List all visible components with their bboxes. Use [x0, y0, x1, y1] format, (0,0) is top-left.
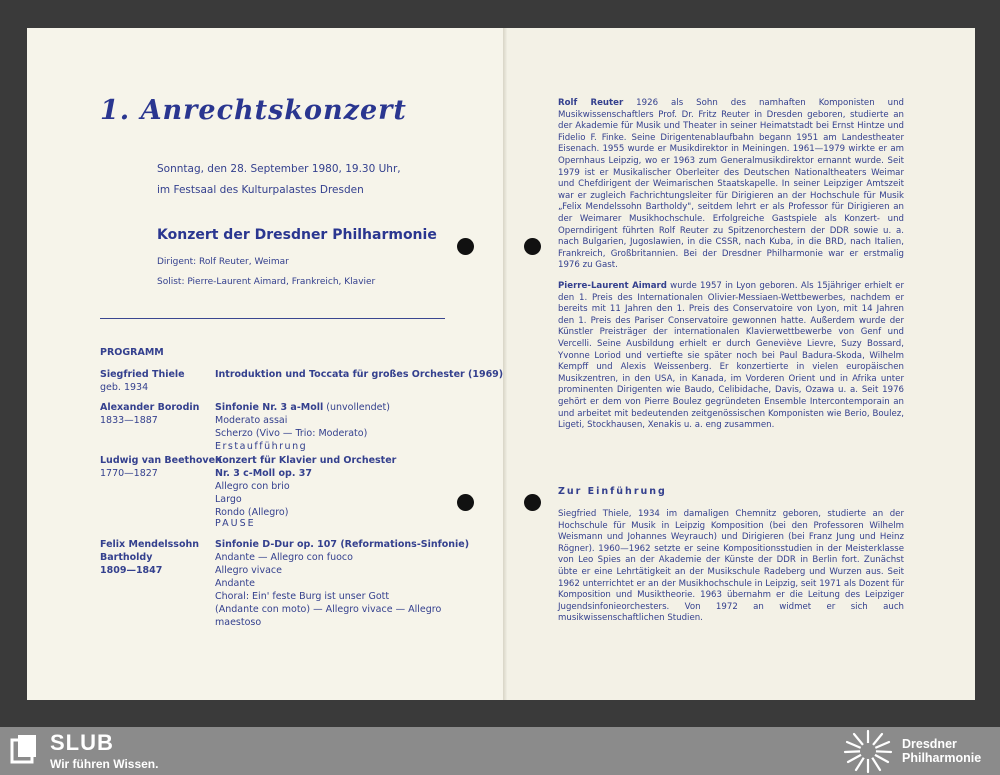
movement: Allegro vivace — [215, 565, 282, 576]
conductor-line: Dirigent: Rolf Reuter, Weimar — [157, 257, 289, 267]
movement: Andante — Allegro con fuoco — [215, 552, 353, 563]
movement: Moderato assai — [215, 415, 288, 426]
venue-line: im Festsaal des Kulturpalastes Dresden — [157, 184, 364, 196]
library-name: SLUB — [50, 730, 114, 755]
divider — [100, 318, 445, 319]
introduction-heading: Zur Einführung — [558, 486, 667, 497]
bio-text: 1926 als Sohn des namhaften Komponisten und Musikwissenschaftlers Prof. Dr. Fritz Reuter in Dresden geboren, studierte an der Akademie für Musik und Theater in seiner Heimatstadt bei Ernst Hintze und Fidelio F. Finke. Seine Dirigentenablaufbahn begann 1951 am Landestheater Eisenach. 1955 wurde er Musikdirektor in Meiningen. 1961—1979 wirkte er am Opernhaus Leipzig, wo er 1963 zum Generalmusikdirektor ernannt wurde. Seit 1979 ist er Musikalischer Oberleiter des Deutschen Nationaltheaters Weimar und Chefdirigent der Weimarischen Staatskapelle. In seiner Leipziger Amtszeit war er zugleich Fachrichtungsleiter für Dirigieren an der Hochschule für Musik „Felix Mendelssohn Bartholdy", seitdem lehrt er als Professor für Dirigieren an der Weimarer Musikhochschule. Erfolgreiche Gastspiele als Konzert- und Operndirigent führten Rolf Reuter zu Spitzenorchestern der DDR sowie u. a. nach Bulgarien, Jugoslawien, in die CSSR, nach Kuba, in die BRD, nach Italien, Frankreich, Großbritannien. Bei der Dresdner Philharmonie war er erstmalig 1976 zu Gast. — [558, 98, 905, 271]
movement: Andante — [215, 578, 255, 589]
date-line: Sonntag, den 28. September 1980, 19.30 Uhr, — [157, 163, 401, 175]
movement: Scherzo (Vivo — Trio: Moderato) — [215, 428, 368, 439]
introduction-text: Siegfried Thiele, 1934 im damaligen Chemnitz geboren, studierte an der Hochschule für Musik in Leipzig Komposition (bei den Professoren Wilhelm Weismann und Johannes Weyrauch) und Dirigieren (bei Franz Jung und Heinz Rögner). 1960—1962 setzte er seine Kompositionsstudien in der Meisterklasse von Leo Spies an der Akademie der Künste der DDR in Berlin fort. Zunächst übte er eine Lehrtätigkeit an der Musikschule Radeberg und Wurzen aus. Seit 1962 unterrichtet er an der Musikhochschule in Leipzig, seit 1971 als Dozent für Komposition und Musiktheorie. 1963 übernahm er die Leitung des Leipziger Jugendsinfonieorchesters. Von 1972 an widmet er sich auch musikwissenschaftlichen Studien. — [558, 509, 904, 624]
bio-rolf-reuter — [558, 98, 904, 272]
bio-name: Pierre-Laurent Aimard — [558, 281, 667, 291]
partner-name — [902, 737, 981, 765]
movement: maestoso — [215, 617, 262, 628]
movement: Largo — [215, 494, 242, 505]
slub-logo-icon — [10, 734, 38, 764]
work-title: Introduktion und Toccata für großes Orchester (1969) — [215, 369, 504, 380]
composer-name: Felix Mendelssohn — [100, 539, 200, 550]
punch-hole — [524, 494, 541, 511]
work-title: Sinfonie D-Dur op. 107 (Reformations-Sinfonie) — [215, 539, 470, 550]
work-note: (unvollendet) — [323, 402, 390, 413]
concert-series-title: 1. Anrechtskonzert — [100, 95, 407, 126]
library-tagline: Wir führen Wissen. — [50, 757, 159, 771]
partner-line: Dresdner — [902, 737, 957, 751]
concert-title: Konzert der Dresdner Philharmonie — [157, 227, 437, 243]
punch-hole — [457, 238, 474, 255]
movement: (Andante con moto) — Allegro vivace — Allegro — [215, 604, 442, 615]
composer-name: Ludwig van Beethoven — [100, 455, 222, 466]
movement: Choral: Ein' feste Burg ist unser Gott — [215, 591, 390, 602]
composer-name: Alexander Borodin — [100, 402, 200, 413]
work-title: Konzert für Klavier und Orchester — [215, 455, 397, 466]
composer-dates: geb. 1934 — [100, 382, 149, 393]
work-title-line — [215, 401, 390, 415]
page-fold — [503, 28, 507, 700]
soloist-line: Solist: Pierre-Laurent Aimard, Frankreich, Klavier — [157, 277, 376, 287]
movement: Allegro con brio — [215, 481, 290, 492]
composer-dates: 1833—1887 — [100, 415, 158, 426]
punch-hole — [524, 238, 541, 255]
bio-text: wurde 1957 in Lyon geboren. Als 15jähriger erhielt er den 1. Preis des Internationalen Olivier-Messiaen-Wettbewerbes, nachdem er bereits mit 11 Jahren den 1. Preis des Conservatoire von Lyon, mit 14 Jahren den 1. Preis des Pariser Conservatoire gewonnen hatte. Außerdem wurde der Künstler Preisträger der internationalen Klavierwettbewerbe von Genf und Vercelli. Seine Ausbildung erhielt er durch Geneviève Lievre, Suzy Bossard, Yvonne Loriod und vertiefte sie später noch bei Paul Badura-Skoda, Wilhelm Kempff und Alexis Weissenberg. Er konzertierte in vielen europäischen Musikzentren, in den USA, in Kanada, im Vorderen Orient und in Afrika unter prominenten Dirigenten wie Baudo, Celibidache, Davis, Ozawa u. a. Seit 1976 gehört er dem von Pierre Boulez gegründeten Ensemble Intercontemporain an und arbeitet mit bedeutenden zeitgenössischen Komponisten wie Berio, Boulez, Ligeti, Stockhausen, Xenakis u. a. eng zusammen. — [558, 281, 904, 431]
work-title: Sinfonie Nr. 3 a-Moll — [215, 402, 324, 413]
composer-name: Siegfried Thiele — [100, 369, 185, 380]
program-heading: PROGRAMM — [100, 347, 164, 358]
philharmonie-logo-icon — [842, 728, 894, 774]
bio-pierre-laurent-aimard — [558, 281, 904, 432]
movement: Rondo (Allegro) — [215, 507, 289, 518]
work-title: Nr. 3 c-Moll op. 37 — [215, 468, 312, 479]
composer-dates: 1809—1847 — [100, 565, 163, 576]
bio-name: Rolf Reuter — [558, 98, 624, 108]
punch-hole — [457, 494, 474, 511]
composer-name: Bartholdy — [100, 552, 153, 563]
composer-dates: 1770—1827 — [100, 468, 158, 479]
premiere-note: Erstaufführung — [215, 441, 308, 452]
partner-line: Philharmonie — [902, 751, 982, 765]
pause-label: PAUSE — [215, 518, 256, 529]
